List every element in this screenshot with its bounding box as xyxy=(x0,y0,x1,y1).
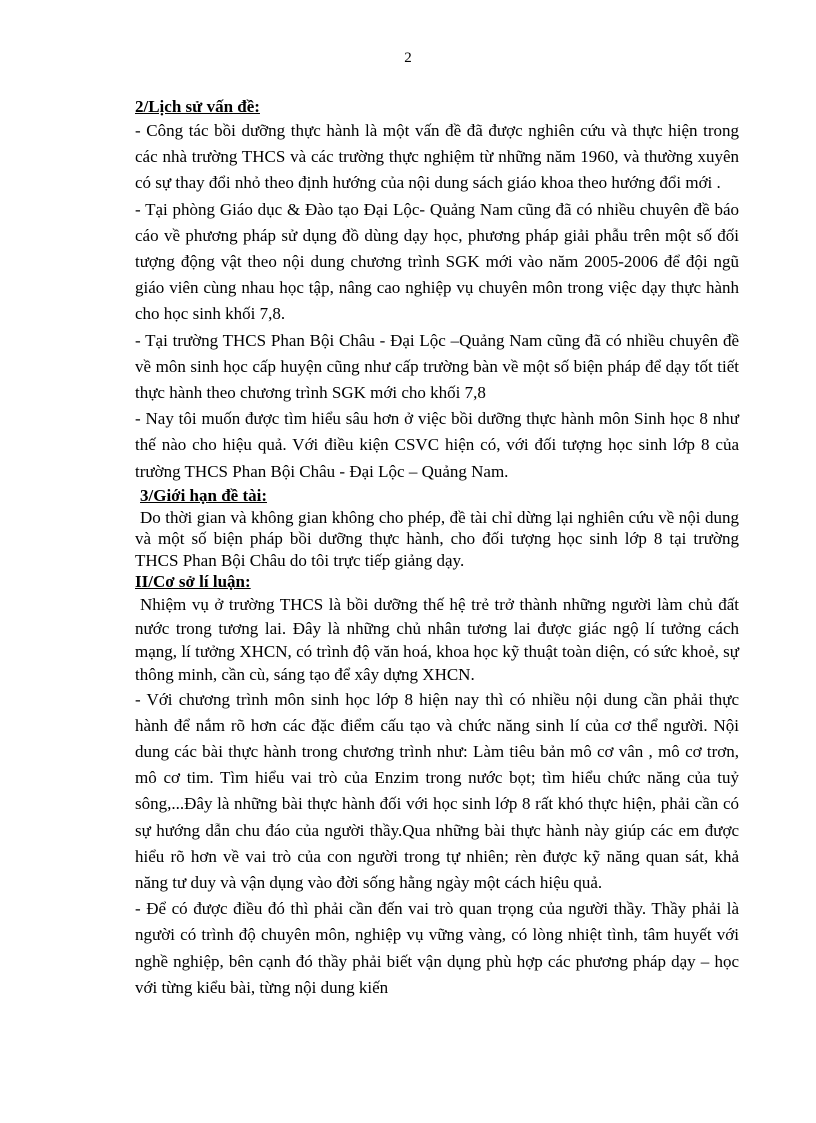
document-body xyxy=(135,96,739,1001)
section-theory-heading: II/Cơ sở lí luận: xyxy=(135,572,251,592)
history-paragraph-3: - Tại trường THCS Phan Bội Châu - Đại Lộc –Quảng Nam cũng đã có nhiều chuyên đề về môn sinh học cấp huyện cũng như cấp trường bàn về một số biện pháp để dạy tốt tiết thực hành theo chương trình SGK mới cho khối 7,8 xyxy=(135,330,739,403)
page-number: 2 xyxy=(404,50,412,66)
history-paragraph-1: - Công tác bồi dưỡng thực hành là một vấn đề đã được nghiên cứu và thực hiện trong các nhà trường THCS và các trường thực nghiệm từ những năm 1960, và thường xuyên có sự thay đổi nhỏ theo định hướng của nội dung sách giáo khoa theo hướng đổi mới . xyxy=(135,121,739,193)
theory-paragraph-1: Nhiệm vụ ở trường THCS là bồi dưỡng thế hệ trẻ trở thành những người làm chủ đất nước trong tương lai. Đây là những chủ nhân tương lai được giác ngộ lí tưởng cách mạng, lí tưởng XHCN, có trình độ văn hoá, khoa học kỹ thuật toàn diện, có sức khoẻ, sự thông minh, cần cù, sáng tạo để xây dựng XHCN. xyxy=(135,595,739,685)
scope-paragraph: Do thời gian và không gian không cho phép, đề tài chỉ dừng lại nghiên cứu về nội dung và một số biện pháp bồi dưỡng thực hành, cho đối tượng học sinh lớp 8 tại trường THCS Phan Bội Châu do tôi trực tiếp giảng dạy. xyxy=(135,507,739,570)
history-paragraph-2: - Tại phòng Giáo dục & Đào tạo Đại Lộc- Quảng Nam cũng đã có nhiều chuyên đề báo cáo về phương pháp sử dụng đồ dùng dạy học, phương pháp giải phẫu trên một số đối tượng động vật theo nội dung chương trình SGK mới vào năm 2005-2006 để đội ngũ giáo viên cùng nhau học tập, nâng cao nghiệp vụ chuyên môn trong việc dạy thực hành cho học sinh khối 7,8. xyxy=(135,199,739,324)
theory-paragraph-2: - Với chương trình môn sinh học lớp 8 hiện nay thì có nhiều nội dung cần phải thực hành để nắm rõ hơn các đặc điểm cấu tạo và chức năng sinh lí của cơ thể người. Nội dung các bài thực hành trong chương trình như: Làm tiêu bản mô cơ vân , mô cơ trơn, mô cơ tim. Tìm hiểu vai trò của Enzim trong nước bọt; tìm hiểu chức năng của tuỷ sông,...Đây là những bài thực hành đối với học sinh lớp 8 rất khó thực hiện, phải cần có sự hướng dẫn chu đáo của người thầy.Qua những bài thực hành này giúp các em được hiểu rõ hơn về vai trò của con người trong tự nhiên; rèn được kỹ năng quan sát, khả năng tư duy và vận dụng vào đời sống hằng ngày một cách hiệu quả. xyxy=(135,689,739,892)
history-paragraph-4: - Nay tôi muốn được tìm hiểu sâu hơn ở việc bồi dưỡng thực hành môn Sinh học 8 như thế nào cho hiệu quả. Với điều kiện CSVC hiện có, với đối tượng học sinh lớp 8 của trường THCS Phan Bội Châu - Đại Lộc – Quảng Nam. xyxy=(135,409,739,481)
theory-paragraph-3: - Để có được điều đó thì phải cần đến vai trò quan trọng của người thầy. Thầy phải là người có trình độ chuyên môn, nghiệp vụ vững vàng, có lòng nhiệt tình, tâm huyết với nghề nghiệp, bên cạnh đó thầy phải biết vận dụng phù hợp các phương pháp dạy – học với từng kiểu bài, từng nội dung kiến xyxy=(135,899,739,997)
section-scope-heading: 3/Giới hạn đề tài: xyxy=(140,485,268,505)
section-history-heading: 2/Lịch sử vấn đề: xyxy=(135,97,260,116)
